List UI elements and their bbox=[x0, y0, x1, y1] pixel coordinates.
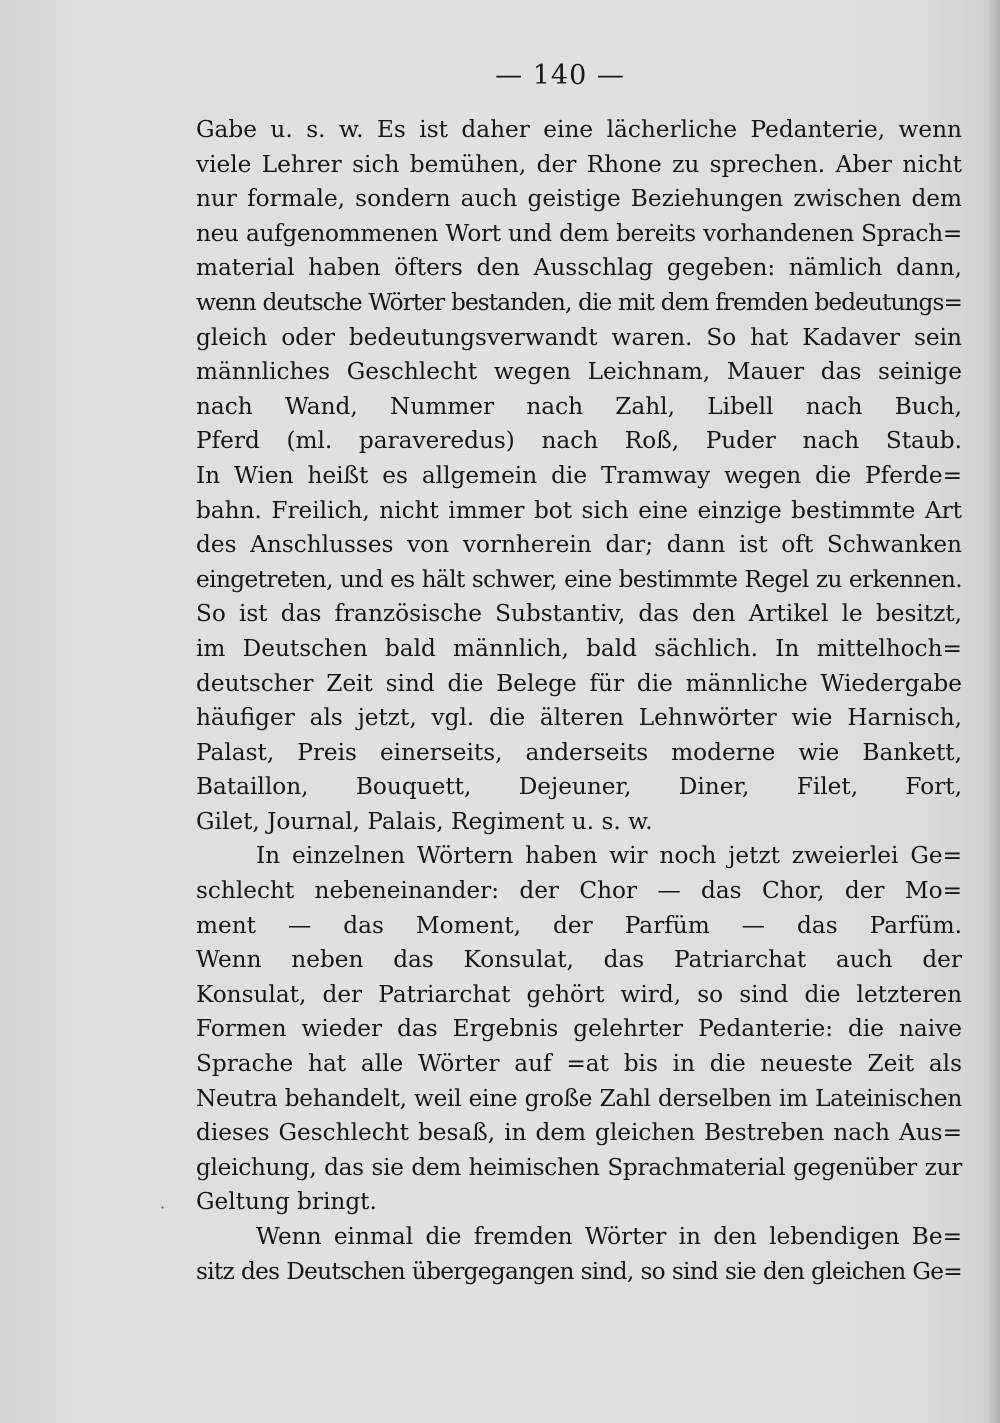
text-line: gleichung, das sie dem heimischen Sprachmaterial gegenüber zur bbox=[196, 1153, 962, 1181]
text-line: material haben öfters den Ausschlag gegeben: nämlich dann, bbox=[196, 254, 962, 282]
text-line: Geltung bringt. bbox=[196, 1188, 377, 1216]
page-number: — 140 — bbox=[495, 60, 625, 91]
text-line: Wenn neben das Konsulat, das Patriarchat auch der bbox=[196, 946, 962, 974]
text-line: männliches Geschlecht wegen Leichnam, Mauer das seinige bbox=[196, 358, 962, 386]
text-line: Pferd (ml. paraveredus) nach Roß, Puder nach Staub. bbox=[196, 427, 962, 455]
text-line: häufiger als jetzt, vgl. die älteren Lehnwörter wie Harnisch, bbox=[196, 704, 962, 732]
text-line: Wenn einmal die fremden Wörter in den lebendigen Be= bbox=[256, 1223, 962, 1250]
text-line: nach Wand, Nummer nach Zahl, Libell nach Buch, bbox=[196, 392, 962, 420]
paragraph-3 bbox=[196, 1220, 962, 1289]
margin-mark: · bbox=[160, 1198, 166, 1217]
text-line: schlecht nebeneinander: der Chor — das Chor, der Mo= bbox=[196, 877, 962, 905]
text-line: Gilet, Journal, Palais, Regiment u. s. w. bbox=[196, 807, 653, 835]
paragraph-2 bbox=[196, 839, 962, 1220]
text-line: Formen wieder das Ergebnis gelehrter Pedanterie: die naive bbox=[196, 1015, 962, 1043]
text-line: deutscher Zeit sind die Belege für die männliche Wiedergabe bbox=[196, 669, 962, 697]
text-line: neu aufgenommenen Wort und dem bereits vorhandenen Sprach= bbox=[196, 219, 962, 247]
text-line: Neutra behandelt, weil eine große Zahl derselben im Lateinischen bbox=[196, 1084, 962, 1112]
text-line: im Deutschen bald männlich, bald sächlich. In mittelhoch= bbox=[196, 634, 962, 662]
text-line: viele Lehrer sich bemühen, der Rhone zu sprechen. Aber nicht bbox=[196, 150, 962, 178]
text-line: Sprache hat alle Wörter auf =at bis in die neueste Zeit als bbox=[196, 1050, 962, 1078]
text-line: nur formale, sondern auch geistige Beziehungen zwischen dem bbox=[196, 185, 962, 213]
text-line: des Anschlusses von vornherein dar; dann ist oft Schwanken bbox=[196, 531, 962, 559]
text-line: wenn deutsche Wörter bestanden, die mit dem fremden bedeutungs= bbox=[196, 288, 962, 316]
text-line: Bataillon, Bouquett, Dejeuner, Diner, Filet, Fort, bbox=[196, 773, 962, 801]
body-text bbox=[196, 113, 962, 1289]
text-line: dieses Geschlecht besaß, in dem gleichen Bestreben nach Aus= bbox=[196, 1119, 962, 1147]
text-line: In Wien heißt es allgemein die Tramway wegen die Pferde= bbox=[196, 461, 962, 489]
page-edge-shadow bbox=[986, 0, 1000, 1423]
text-line: Palast, Preis einerseits, anderseits moderne wie Bankett, bbox=[196, 738, 962, 766]
text-line: sitz des Deutschen übergegangen sind, so sind sie den gleichen Ge= bbox=[196, 1257, 962, 1285]
text-line: Konsulat, der Patriarchat gehört wird, so sind die letzteren bbox=[196, 980, 962, 1008]
text-line: Gabe u. s. w. Es ist daher eine lächerliche Pedanterie, wenn bbox=[196, 116, 962, 143]
paragraph-1 bbox=[196, 113, 962, 839]
text-line: So ist das französische Substantiv, das den Artikel le besitzt, bbox=[196, 600, 962, 628]
text-line: eingetreten, und es hält schwer, eine bestimmte Regel zu erkennen. bbox=[196, 565, 962, 593]
text-line: bahn. Freilich, nicht immer bot sich eine einzige bestimmte Art bbox=[196, 496, 962, 524]
text-line: In einzelnen Wörtern haben wir noch jetzt zweierlei Ge= bbox=[256, 842, 962, 870]
text-line: gleich oder bedeutungsverwandt waren. So hat Kadaver sein bbox=[196, 323, 962, 351]
text-line: ment — das Moment, der Parfüm — das Parfüm. bbox=[196, 911, 962, 939]
